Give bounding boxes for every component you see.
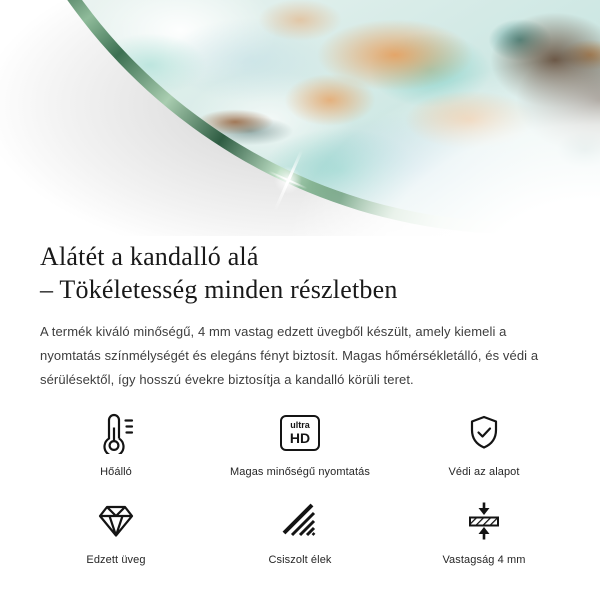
feature-label: Csiszolt élek [268, 553, 332, 566]
feature-label: Magas minőségű nyomtatás [230, 465, 370, 478]
product-hero-image [0, 0, 600, 236]
page-title-line2: – Tökéletesség minden részletben [40, 275, 398, 305]
feature-label: Hőálló [100, 465, 132, 478]
feature-polished-edges [208, 500, 392, 566]
ultra-hd-icon: ultra HD [280, 412, 320, 454]
feature-thickness-4mm [392, 500, 576, 566]
feature-heat-resistant [24, 412, 208, 478]
feature-protects-base [392, 412, 576, 478]
page-title-line1: Alátét a kandalló alá [40, 242, 259, 271]
product-description: A termék kiváló minőségű, 4 mm vastag edzett üvegből készült, amely kiemeli a nyomtatás színmélységét és elegáns fényt biztosít. Magas hőmérsékletálló, és védi a sérülésektől, így hosszú évekre biztosítja a kandalló körüli teret. [40, 323, 539, 387]
feature-grid [24, 412, 576, 566]
feature-tempered-glass [24, 500, 208, 566]
feature-label: Védi az alapot [448, 465, 520, 478]
page-title [40, 240, 560, 307]
thickness-icon [464, 500, 504, 542]
feature-ultra-hd-print [208, 412, 392, 478]
feature-label: Vastagság 4 mm [442, 553, 526, 566]
shield-check-icon [464, 412, 504, 454]
thermometer-icon [96, 412, 136, 454]
diamond-icon [96, 500, 136, 542]
feature-label: Edzett üveg [86, 553, 146, 566]
polished-edge-icon [280, 500, 320, 542]
marble-ink-artwork [0, 0, 600, 236]
